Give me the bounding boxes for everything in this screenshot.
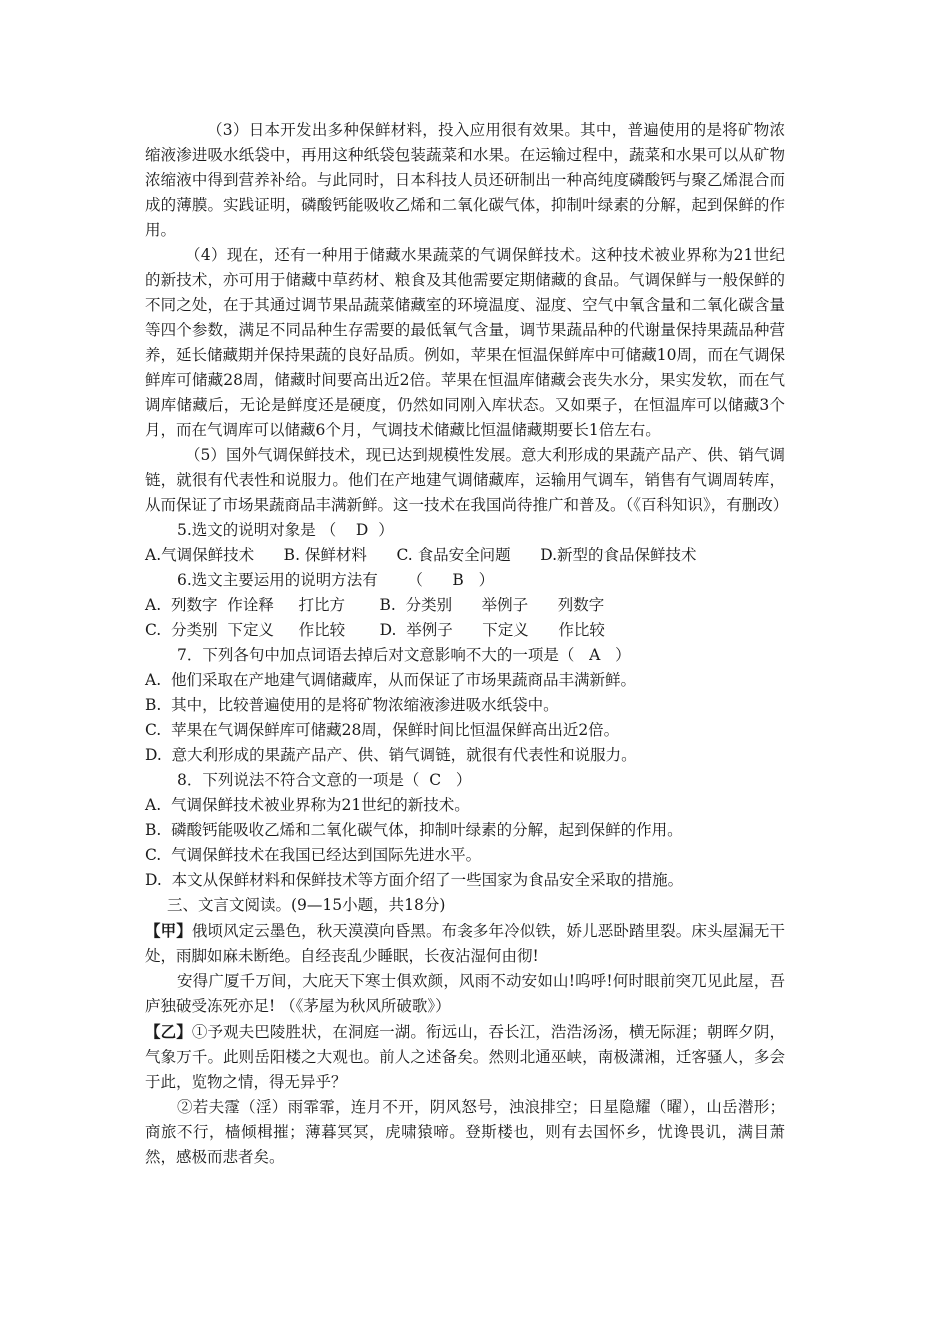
jia-text-1: 俄顷风定云墨色，秋天漠漠向昏黑。布衾多年冷似铁，娇儿恶卧踏里裂。床头屋漏无干处，雨脚如麻未断绝。自经丧乱少睡眠，长夜沾湿何由彻! [145,922,785,965]
section-3-heading: 三、文言文阅读。(9—15小题，共18分) [167,896,446,914]
jia-paragraph-1 [145,918,785,969]
question-7-option-a: A. 他们采取在产地建气调储藏库，从而保证了市场果蔬商品丰满新鲜。 [145,671,636,689]
question-8-stem: 8．下列说法不符合文意的一项是（ C ） [177,771,472,789]
question-8-option-a: A. 气调保鲜技术被业界称为21世纪的新技术。 [145,796,470,814]
question-7-option-c: C. 苹果在气调保鲜库可储藏28周，保鲜时间比恒温保鲜高出近2倍。 [145,721,620,739]
document-content [145,118,789,1170]
question-8-option-c: C. 气调保鲜技术在我国已经达到国际先进水平。 [145,846,482,864]
passage-paragraph-4: （4）现在，还有一种用于储藏水果蔬菜的气调保鲜技术。这种技术被业界称为21世纪的新技术，亦可用于储藏中草药材、粮食及其他需要定期储藏的食品。气调保鲜与一般保鲜的不同之处，在于其通过调节果品蔬菜储藏室的环境温度、湿度、空气中氧含量和二氧化碳含量等四个参数，满足不同品种生存需要的最低氧气含量，调节果蔬品种的代谢量保持果蔬品种营养，延长储藏期并保持果蔬的良好品质。例如，苹果在恒温保鲜库中可储藏10周，而在气调保鲜库可储藏28周，储藏时间要高出近2倍。苹果在恒温库储藏会丧失水分，果实发软，而在气调库储藏后，无论是鲜度还是硬度，仍然如同刚入库状态。又如栗子，在恒温库可以储藏3个月，而在气调库可以储藏6个月，气调技术储藏比恒温储藏期要长1倍左右。 [145,246,785,439]
question-8-option-d: D. 本文从保鲜材料和保鲜技术等方面介绍了一些国家为食品安全采取的措施。 [145,871,684,889]
yi-paragraph-1 [145,1019,785,1095]
yi-paragraph-2: ②若夫霪（淫）雨霏霏，连月不开，阴风怒号，浊浪排空；日星隐耀（曜），山岳潜形；商旅不行，樯倾楫摧；薄暮冥冥，虎啸猿啼。登斯楼也，则有去国怀乡，忧谗畏讥，满目萧然，感极而悲者矣。 [145,1098,785,1166]
passage-paragraph-3: （3）日本开发出多种保鲜材料，投入应用很有效果。其中，普遍使用的是将矿物浓缩液渗进吸水纸袋中，再用这种纸袋包装蔬菜和水果。在运输过程中，蔬菜和水果可以从矿物浓缩液中得到营养补给。与此同时，日本科技人员还研制出一种高纯度磷酸钙与聚乙烯混合而成的薄膜。实践证明，磷酸钙能吸收乙烯和二氧化碳气体，抑制叶绿素的分解，起到保鲜的作用。 [145,121,785,239]
question-6-options-cd: C. 分类别 下定义 作比较 D. 举例子 下定义 作比较 [145,621,605,639]
jia-paragraph-2: 安得广厦千万间，大庇天下寒士俱欢颜，风雨不动安如山!呜呼!何时眼前突兀见此屋，吾庐独破受冻死亦足! （《茅屋为秋风所破歌》） [145,972,785,1015]
question-7-stem: 7．下列各句中加点词语去掉后对文意影响不大的一项是（ A ） [177,646,631,664]
question-7-option-d: D. 意大利形成的果蔬产品产、供、销气调链，就很有代表性和说服力。 [145,746,637,764]
jia-label: 【甲】 [145,921,192,940]
question-5-stem: 5.选文的说明对象是 （ D ） [177,521,394,539]
question-8-option-b: B. 磷酸钙能吸收乙烯和二氧化碳气体，抑制叶绿素的分解，起到保鲜的作用。 [145,821,683,839]
question-6-options-ab: A. 列数字 作诠释 打比方 B. 分类别 举例子 列数字 [145,596,605,614]
question-6-stem: 6.选文主要运用的说明方法有 （ B ） [177,571,495,589]
passage-paragraph-5: （5）国外气调保鲜技术，现已达到规模性发展。意大利形成的果蔬产品产、供、销气调链，就很有代表性和说服力。他们在产地建气调储藏库，运输用气调车，销售有气调周转库，从而保证了市场果蔬商品丰满新鲜。这一技术在我国尚待推广和普及。（《百科知识》，有删改） [145,446,789,514]
yi-text-1: ①予观夫巴陵胜状，在洞庭一湖。衔远山，吞长江，浩浩汤汤，横无际涯；朝晖夕阴，气象万千。此则岳阳楼之大观也。前人之述备矣。然则北通巫峡，南极潇湘，迁客骚人，多会于此，览物之情，得无异乎？ [145,1023,785,1091]
question-5-options: A.气调保鲜技术 B. 保鲜材料 C. 食品安全问题 D.新型的食品保鲜技术 [145,546,697,564]
yi-label: 【乙】 [145,1022,192,1041]
question-7-option-b: B. 其中，比较普遍使用的是将矿物浓缩液渗进吸水纸袋中。 [145,696,559,714]
